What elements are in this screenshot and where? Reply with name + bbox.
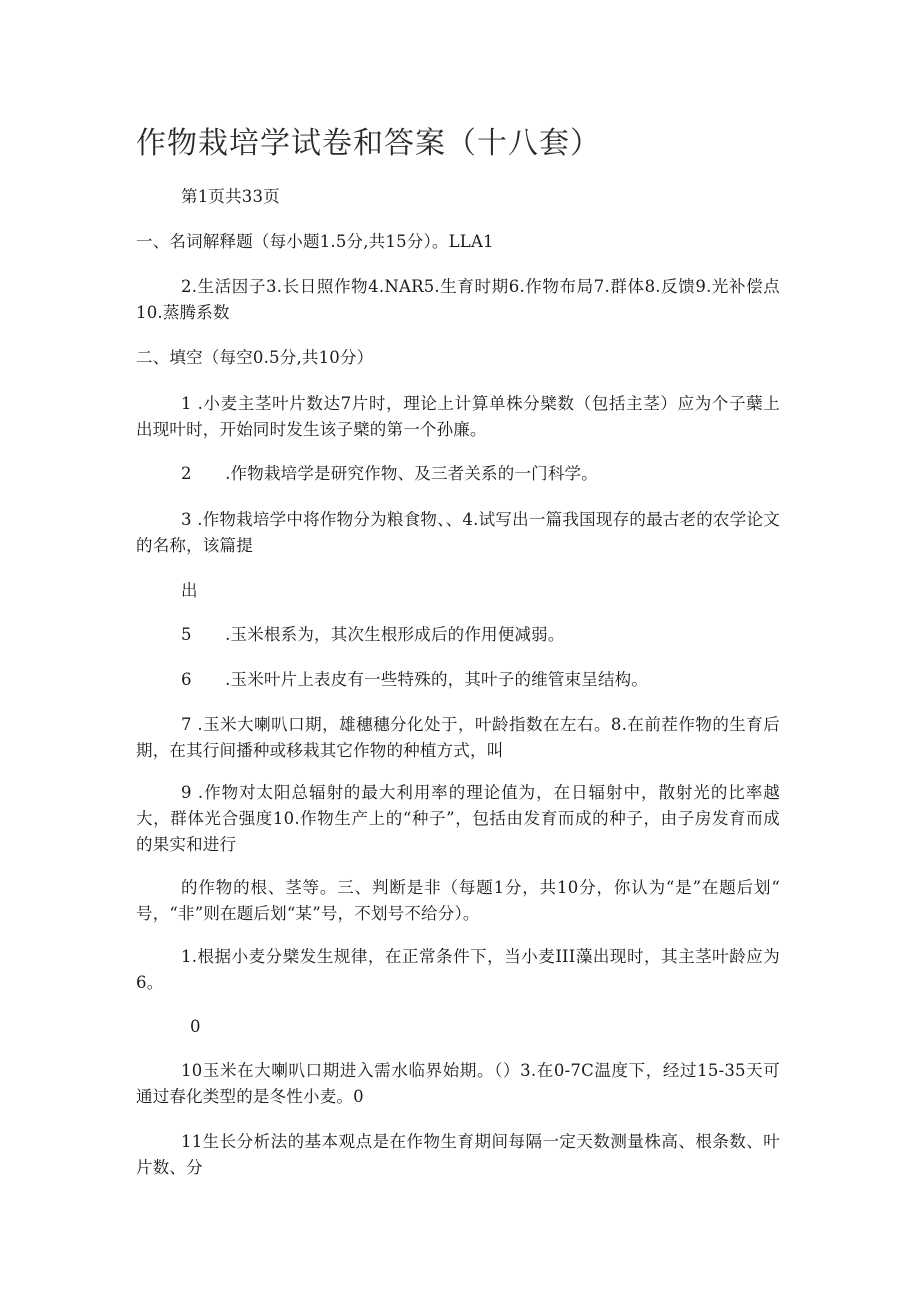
document-title: 作物栽培学试卷和答案（十八套） (136, 126, 601, 161)
page-info: 第1页共33页 (181, 187, 280, 206)
question-7: 7 .玉米大喇叭口期，雄穗穗分化处于，叶龄指数在左右。8.在前茬作物的生育后期，在其行间播种或移栽其它作物的种植方式，叫 (136, 715, 780, 760)
question-3-continuation: 出 (181, 581, 198, 600)
question-10-continuation: 的作物的根、茎等。三、判断是非（每题1分，共10分，你认为“是”在题后划“ 号，“非”则在题后划“某”号，不划号不给分）。 (136, 878, 797, 923)
section1-terms: 2.生活因子3.长日照作物4.NAR5.生育时期6.作物布局7.群体8.反馈9.光补偿点10.蒸腾系数 (136, 277, 780, 322)
judgment-11: 11生长分析法的基本观点是在作物生育期间每隔一定天数测量株高、根条数、叶片数、分 (136, 1132, 780, 1177)
section2-heading: 二、填空（每空0.5分,共10分） (136, 348, 374, 367)
question-6: 6 .玉米叶片上表皮有一些特殊的，其叶子的维管束呈结构。 (181, 670, 649, 689)
question-2: 2 .作物栽培学是研究作物、及三者关系的一门科学。 (181, 464, 598, 483)
question-1: 1 .小麦主茎叶片数达7片时，理论上计算单株分檗数（包括主茎）应为个子蘖上出现叶时，开始同时发生该子檗的第一个孙廉。 (136, 394, 780, 439)
section1-heading: 一、名词解释题（每小题1.5分,共15分）。LLA1 (136, 232, 494, 251)
question-3: 3 .作物栽培学中将作物分为粮食物、、4.试写出一篇我国现存的最古老的农学论文的名称，该篇提 (136, 510, 780, 555)
judgment-1: 1.根据小麦分檗发生规律，在正常条件下，当小麦III藻出现时，其主茎叶龄应为6。 (136, 947, 780, 992)
judgment-1-mark: 0 (190, 1017, 201, 1036)
question-5: 5 .玉米根系为，其次生根形成后的作用便减弱。 (181, 625, 565, 644)
question-9: 9 .作物对太阳总辐射的最大利用率的理论值为，在日辐射中，散射光的比率越大，群体光合强度10.作物生产上的“种子”，包括由发育而成的种子，由子房发育而成的果实和进行 (136, 783, 780, 854)
judgment-10: 10玉米在大喇叭口期进入需水临界始期。（）3.在0-7C温度下，经过15-35天可通过春化类型的是冬性小麦。0 (136, 1061, 780, 1106)
